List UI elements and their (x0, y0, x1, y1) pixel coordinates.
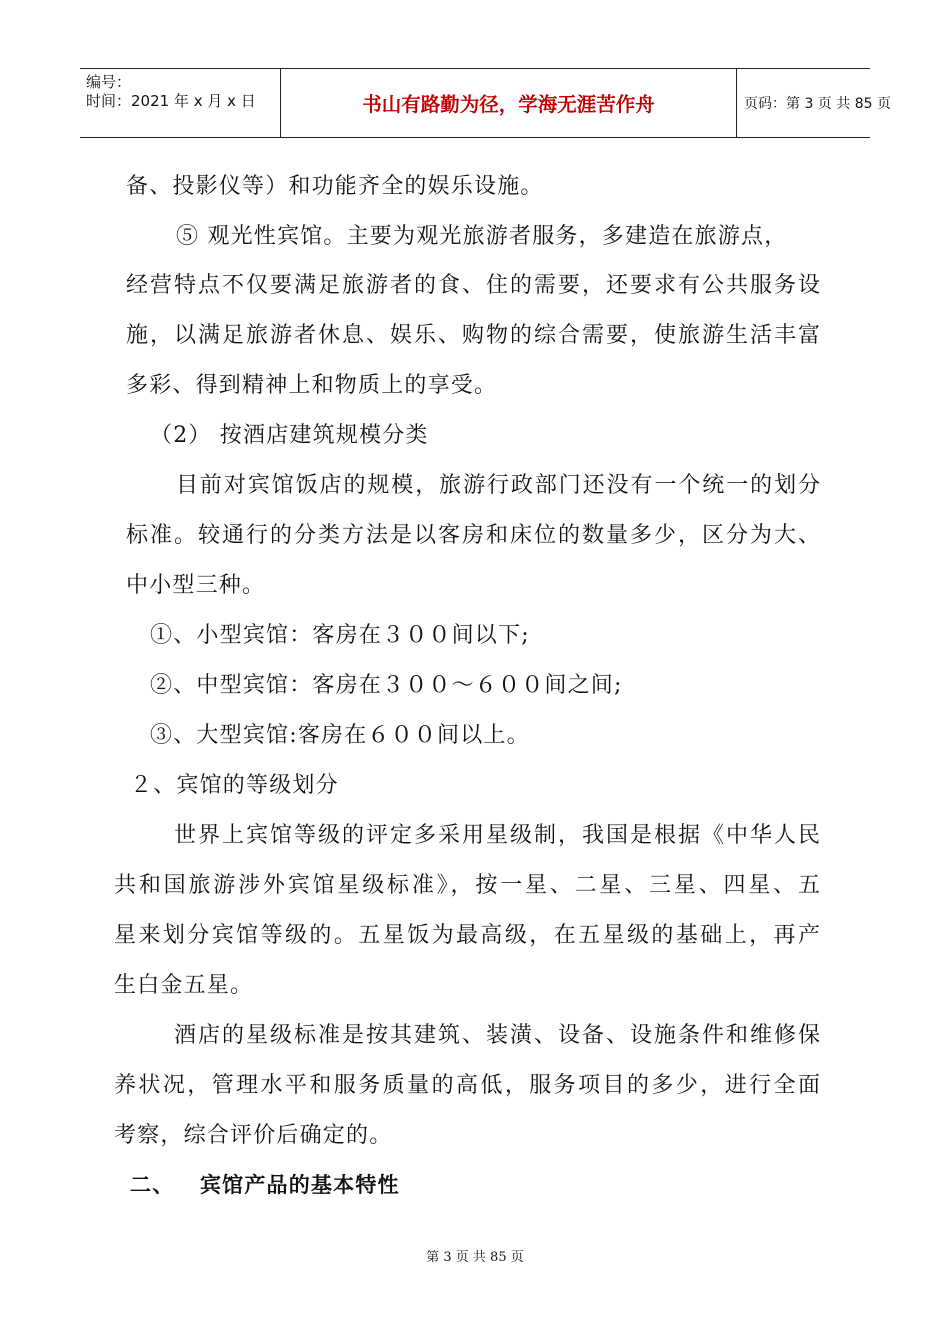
paragraph-line: 经营特点不仅要满足旅游者的食、住的需要，还要求有公共服务设 (126, 273, 820, 298)
document-header (80, 68, 891, 138)
paragraph-line: 世界上宾馆等级的评定多采用星级制，我国是根据《中华人民 (174, 823, 820, 848)
list-item: ②、中型宾馆：客房在３００～６００间之间; (150, 673, 623, 698)
paragraph-line: 标准。较通行的分类方法是以客房和床位的数量多少，区分为大、 (126, 523, 820, 548)
paragraph-line: 备、投影仪等）和功能齐全的娱乐设施。 (126, 174, 544, 199)
paragraph-line: 养状况，管理水平和服务质量的高低，服务项目的多少，进行全面 (114, 1073, 820, 1098)
paragraph-line: 酒店的星级标准是按其建筑、装潢、设备、设施条件和维修保 (174, 1023, 820, 1048)
header-motto-cell (280, 69, 737, 137)
serial-label: 编号： (86, 73, 132, 91)
header-left-cell (80, 69, 280, 137)
chapter-heading: 二、 宾馆产品的基本特性 (130, 1173, 400, 1197)
page-footer: 第 3 页 共 85 页 (426, 1250, 524, 1265)
paragraph-line: 多彩、得到精神上和物质上的享受。 (126, 373, 498, 398)
paragraph-line: 考察，综合评价后确定的。 (114, 1123, 393, 1148)
motto-text: 书山有路勤为径，学海无涯苦作舟 (362, 93, 655, 116)
page-code: 页码：第 3 页 共 85 页 (744, 96, 891, 112)
paragraph-line: 共和国旅游涉外宾馆星级标准》，按一星、二星、三星、四星、五 (114, 873, 820, 898)
time-label: 时间：2021 年 x 月 x 日 (86, 92, 256, 110)
header-page-cell (736, 69, 891, 137)
paragraph-line: 星来划分宾馆等级的。五星饭为最高级，在五星级的基础上，再产 (114, 923, 820, 948)
section-heading: ２、宾馆的等级划分 (130, 773, 339, 798)
subheading: （2） 按酒店建筑规模分类 (150, 423, 429, 448)
list-item: ①、小型宾馆：客房在３００间以下; (150, 623, 530, 648)
paragraph-line: 施，以满足旅游者休息、娱乐、购物的综合需要，使旅游生活丰富 (126, 323, 820, 348)
paragraph-line: 中小型三种。 (126, 573, 266, 598)
paragraph-line: 生白金五星。 (114, 973, 254, 998)
list-item: ③、大型宾馆:客房在６００间以上。 (150, 723, 530, 748)
paragraph-line: 目前对宾馆饭店的规模，旅游行政部门还没有一个统一的划分 (176, 473, 820, 498)
paragraph-line: ⑤ 观光性宾馆。主要为观光旅游者服务，多建造在旅游点， (176, 224, 788, 249)
